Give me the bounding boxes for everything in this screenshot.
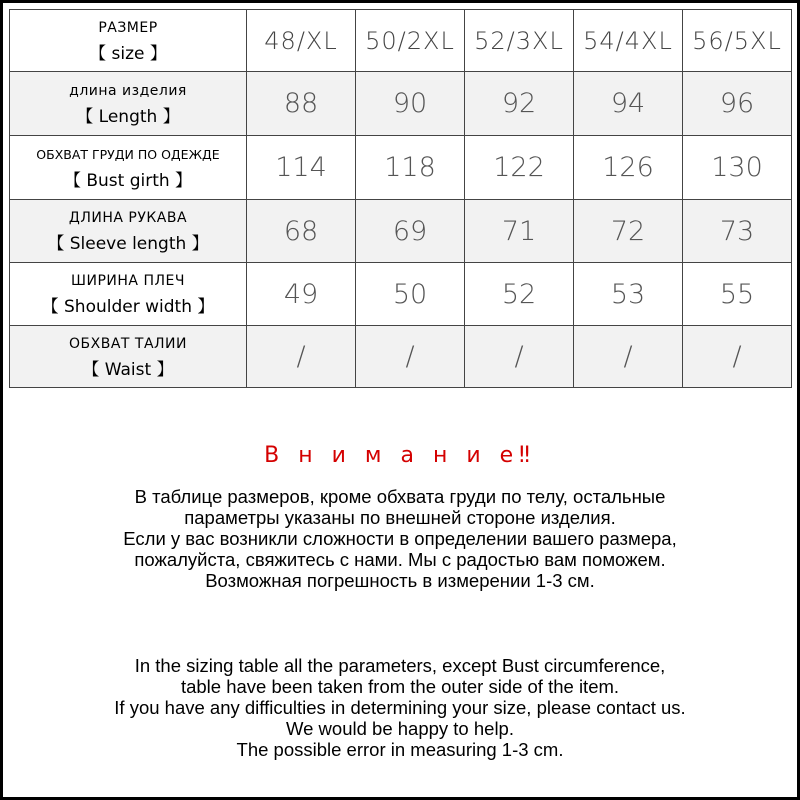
value-cell: / (247, 326, 356, 388)
value-cell: 118 (356, 136, 465, 200)
value-cell: / (465, 326, 574, 388)
notice-russian (3, 486, 797, 591)
value-cell: 126 (574, 136, 683, 200)
row-label-ru: ОБХВАТ ТАЛИИ (69, 335, 187, 352)
row-label-ru: ШИРИНА ПЛЕЧ (71, 273, 185, 289)
value-cell: 96 (683, 72, 792, 136)
value-cell: 114 (247, 136, 356, 200)
row-label-ru: длина изделия (69, 82, 187, 99)
value-cell: 130 (683, 136, 792, 200)
notice-line: параметры указаны по внешней стороне изделия. (184, 507, 616, 528)
header-label-en: 【 size 】 (89, 43, 167, 64)
row-label-en: 【 Waist 】 (82, 359, 174, 380)
notice-english (3, 655, 797, 760)
row-label-cell (10, 136, 247, 200)
row-label-cell (10, 72, 247, 136)
notice-line: Возможная погрешность в измерении 1-3 см. (205, 570, 595, 591)
value-cell: 53 (574, 263, 683, 326)
table-row-length (10, 72, 792, 136)
value-cell: 68 (247, 200, 356, 263)
table-row-shoulder (10, 263, 792, 326)
size-header-cell: 50/2XL (356, 10, 465, 72)
row-label-ru: ОБХВАТ ГРУДИ ПО ОДЕЖДЕ (36, 146, 220, 162)
size-header-cell: 56/5XL (683, 10, 792, 72)
row-label-en: 【 Sleeve length 】 (47, 234, 209, 254)
row-label-en: 【 Length 】 (76, 106, 180, 127)
row-label-en: 【 Shoulder width 】 (41, 297, 215, 317)
value-cell: 50 (356, 263, 465, 326)
value-cell: 92 (465, 72, 574, 136)
value-cell: 88 (247, 72, 356, 136)
notice-line: The possible error in measuring 1-3 cm. (236, 739, 564, 760)
value-cell: 94 (574, 72, 683, 136)
value-cell: / (574, 326, 683, 388)
row-label-cell (10, 200, 247, 263)
value-cell: 90 (356, 72, 465, 136)
notice-line: В таблице размеров, кроме обхвата груди по телу, остальные (134, 486, 666, 507)
size-header-cell: 52/3XL (465, 10, 574, 72)
value-cell: 73 (683, 200, 792, 263)
value-cell: / (356, 326, 465, 388)
size-header-cell: 48/XL (247, 10, 356, 72)
value-cell: 49 (247, 263, 356, 326)
row-label-en: 【 Bust girth 】 (63, 170, 193, 191)
header-label-cell (10, 10, 247, 72)
table-row-sleeve (10, 200, 792, 263)
notice-line: Если у вас возникли сложности в определении вашего размера, (123, 528, 677, 549)
notice-line: We would be happy to help. (286, 718, 514, 739)
size-table (9, 9, 792, 388)
value-cell: 55 (683, 263, 792, 326)
notice-line: пожалуйста, свяжитесь с нами. Мы с радостью вам поможем. (134, 549, 666, 570)
notice-line: If you have any difficulties in determining your size, please contact us. (114, 697, 686, 718)
table-row-waist (10, 326, 792, 388)
value-cell: 72 (574, 200, 683, 263)
row-label-cell (10, 263, 247, 326)
attention-heading: В н и м а н и е‼ (264, 443, 536, 468)
notice-line: In the sizing table all the parameters, except Bust circumference, (134, 655, 666, 676)
header-label-ru: РАЗМЕР (98, 19, 158, 36)
row-label-cell (10, 326, 247, 388)
value-cell: 52 (465, 263, 574, 326)
value-cell: 71 (465, 200, 574, 263)
row-label-ru: ДЛИНА РУКАВА (68, 210, 188, 226)
notice-section (3, 391, 797, 760)
table-header-row (10, 10, 792, 72)
notice-line: table have been taken from the outer side of the item. (180, 676, 620, 697)
value-cell: 122 (465, 136, 574, 200)
size-header-cell: 54/4XL (574, 10, 683, 72)
value-cell: / (683, 326, 792, 388)
value-cell: 69 (356, 200, 465, 263)
table-row-bust (10, 136, 792, 200)
